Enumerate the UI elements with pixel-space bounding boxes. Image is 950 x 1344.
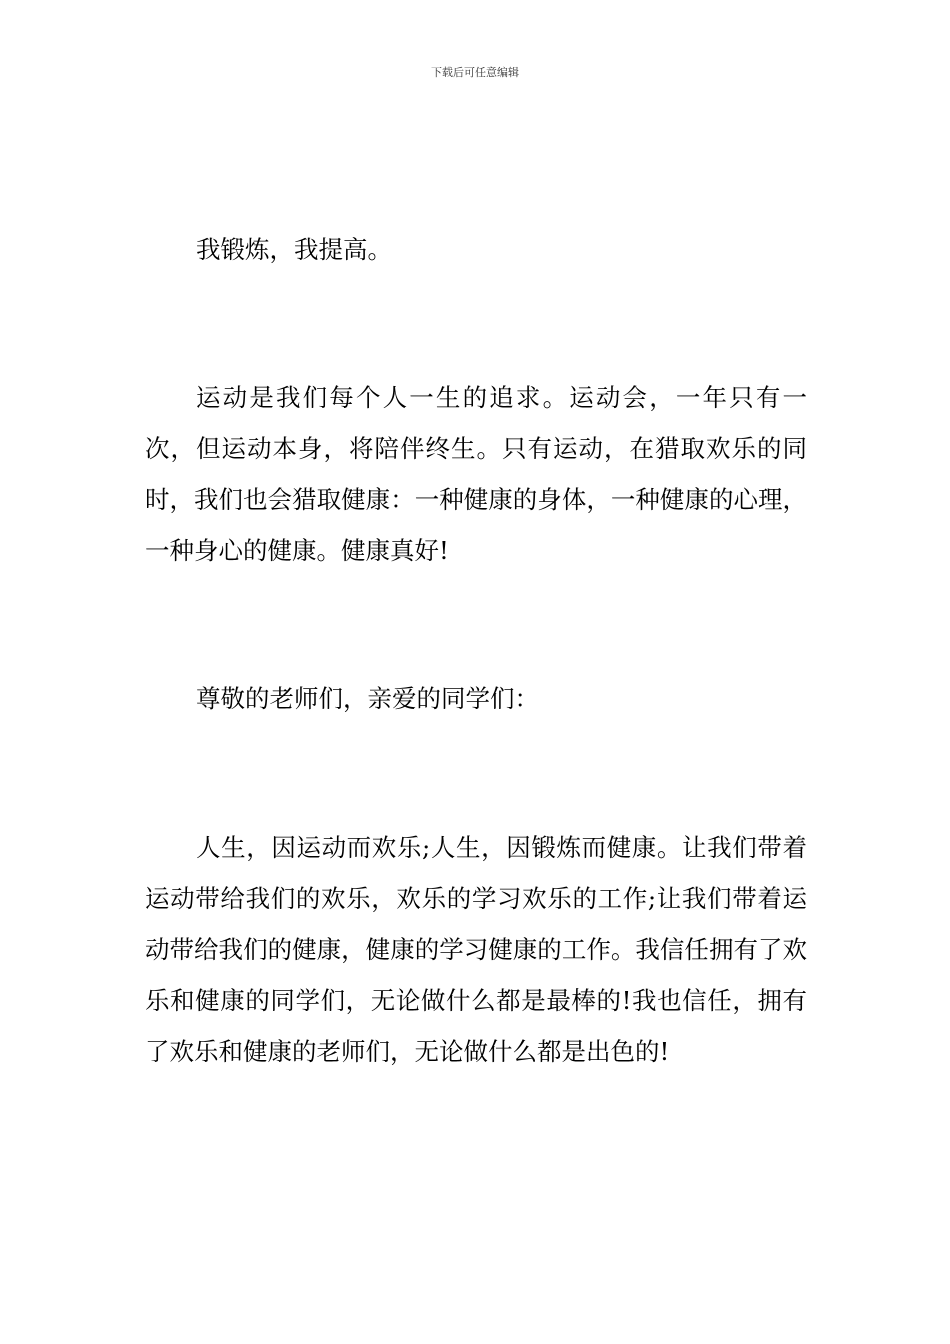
paragraph-slogan: 我锻炼，我提高。: [196, 235, 392, 264]
paragraph-salutation: 尊敬的老师们，亲爱的同学们：: [196, 684, 539, 713]
page-header-note: 下载后可任意编辑: [431, 66, 519, 79]
paragraph-sports-health: 运动是我们每个人一生的追求。运动会，一年只有一次，但运动本身，将陪伴终生。只有运动，在猎取欢乐的同时，我们也会猎取健康：一种健康的身体，一种健康的心理，一种身心的健康。健康真好!: [145, 383, 807, 565]
paragraph-closing: 人生，因运动而欢乐;人生，因锻炼而健康。让我们带着运动带给我们的欢乐，欢乐的学习欢乐的工作;让我们带着运动带给我们的健康，健康的学习健康的工作。我信任拥有了欢乐和健康的同学们，无论做什么都是最棒的!我也信任，拥有了欢乐和健康的老师们，无论做什么都是出色的!: [145, 833, 807, 1066]
